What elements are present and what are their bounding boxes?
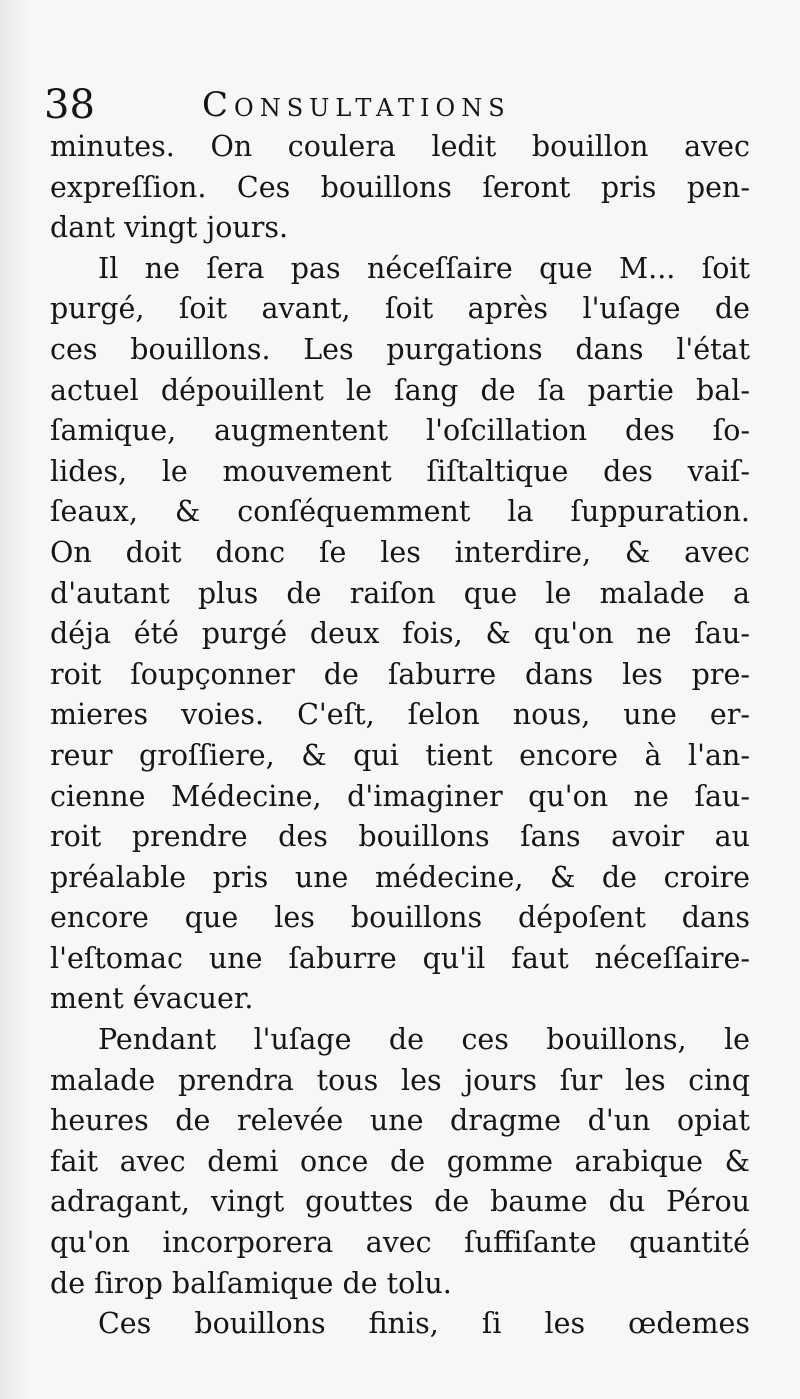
text-line: préalable pris une médecine, & de croire	[50, 860, 750, 894]
text-line: ſamique, augmentent l'oſcillation des ſo-	[50, 414, 750, 448]
text-line: heures de relevée une dragme d'un opiat	[50, 1104, 750, 1138]
text-line: ſeaux, & conſéquemment la ſuppuration.	[50, 495, 750, 529]
text-line: purgé, ſoit avant, ſoit après l'uſage de	[50, 292, 750, 326]
text-line: Pendant l'uſage de ces bouillons, le	[98, 1023, 750, 1057]
text-line: Ces bouillons finis, ſi les œdemes	[98, 1307, 750, 1341]
page-number: 38	[44, 82, 95, 128]
text-line: reur groſſiere, & qui tient encore à l'an-	[50, 738, 750, 772]
text-line: qu'on incorporera avec ſuffiſante quantité	[50, 1226, 750, 1260]
text-line: fait avec demi once de gomme arabique &	[50, 1144, 750, 1178]
text-line: ces bouillons. Les purgations dans l'état	[50, 332, 750, 366]
text-line: lides, le mouvement ſiſtaltique des vaiſ-	[50, 454, 750, 488]
text-line: l'eſtomac une ſaburre qu'il faut néceſſaire-	[50, 941, 750, 975]
page-gutter-shadow	[0, 0, 30, 1399]
page-header	[44, 80, 764, 130]
text-line: expreſſion. Ces bouillons ſeront pris pen-	[50, 170, 750, 204]
text-line: malade prendra tous les jours ſur les cinq	[50, 1063, 750, 1097]
text-line: de ſirop balſamique de tolu.	[50, 1266, 452, 1300]
text-line: cienne Médecine, d'imaginer qu'on ne ſau-	[50, 779, 750, 813]
text-line: d'autant plus de raiſon que le malade a	[50, 576, 750, 610]
text-line: encore que les bouillons dépoſent dans	[50, 901, 750, 935]
text-line: dant vingt jours.	[50, 211, 289, 245]
text-line: mieres voies. C'eſt, ſelon nous, une er-	[50, 698, 750, 732]
text-line: déja été purgé deux fois, & qu'on ne ſau-	[50, 617, 750, 651]
text-line: roit prendre des bouillons ſans avoir au	[50, 820, 750, 854]
text-line: Il ne ſera pas néceſſaire que M... ſoit	[98, 251, 750, 285]
text-line: minutes. On coulera ledit bouillon avec	[50, 130, 750, 163]
body-text	[50, 127, 750, 1345]
running-head: Consultations	[202, 85, 511, 125]
text-line: adragant, vingt gouttes de baume du Pérou	[50, 1185, 750, 1219]
text-line: actuel dépouillent le ſang de ſa partie bal-	[50, 373, 750, 407]
text-line: ment évacuer.	[50, 982, 254, 1016]
text-line: On doit donc ſe les interdire, & avec	[50, 535, 750, 569]
text-line: roit ſoupçonner de ſaburre dans les pre-	[50, 657, 750, 691]
